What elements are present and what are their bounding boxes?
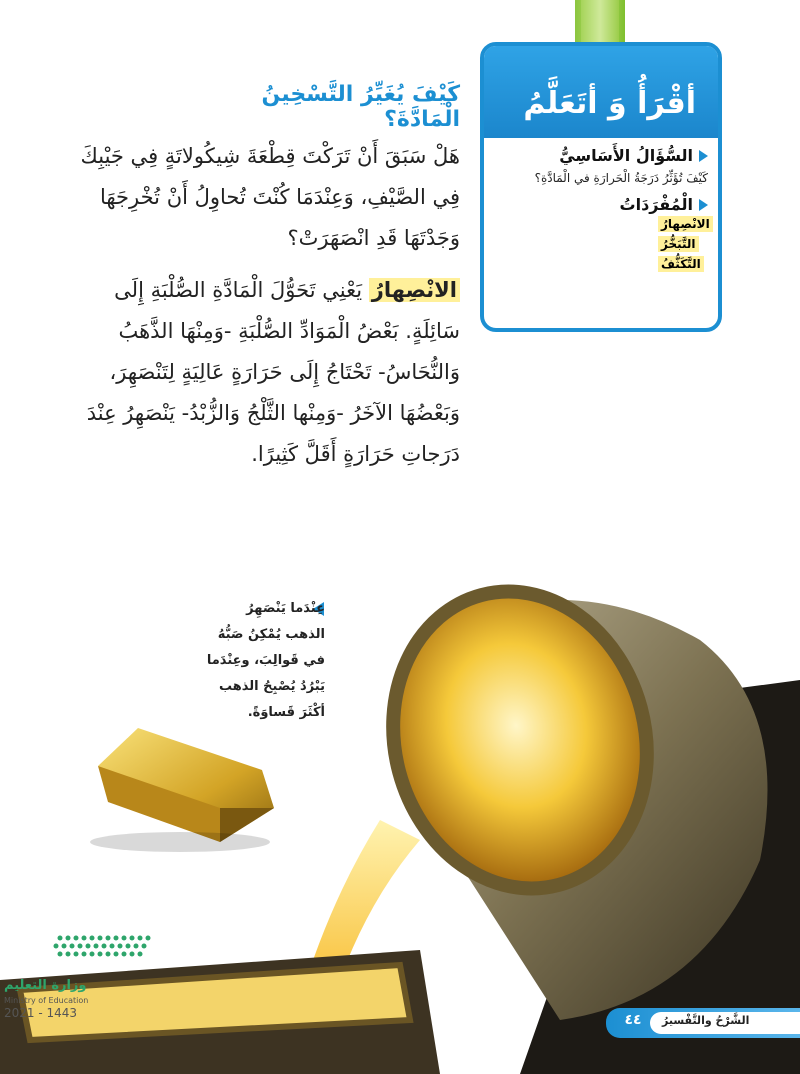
read-and-learn-box (480, 42, 722, 332)
vocabulary-term: الانْصِهارُ (658, 216, 713, 232)
essential-question-text: كَيْفَ تُؤَثِّرُ دَرَجَةُ الْحَرارَةِ في الْمَادَّةِ؟ (534, 171, 708, 185)
section-label: الشَّرْحُ والتَّفْسيرُ (662, 1014, 750, 1027)
page-number: ٤٤ (624, 1012, 642, 1028)
lesson-paragraph-1: هَلْ سَبَقَ أَنْ تَرَكْتَ قِطْعَةَ شِيكُولاتَةٍ فِي جَيْبِكَ فِي الصَّيْفِ، وَعِنْدَمَا كُنْتَ تُحاوِلُ أَنْ تُخْرِجَهَا وَجَدْتَهَا قَدِ انْصَهَرَتْ؟ (80, 144, 460, 250)
read-and-learn-header (484, 46, 718, 138)
triangle-bullet-icon (699, 150, 708, 162)
vocabulary-heading: الْمُفْرَدَاتُ (619, 195, 693, 214)
edition-year: 2021 - 1443 (4, 1006, 78, 1020)
triangle-bullet-icon (699, 199, 708, 211)
vocabulary-list (488, 214, 708, 274)
lesson-paragraph-2 (60, 270, 460, 475)
ministry-logo-subtext: Ministry of Education (4, 996, 89, 1005)
lesson-paragraph-2-text: يَعْنِي تَحَوُّلَ الْمَادَّةِ الصُّلْبَةِ إِلَى سَائِلَةٍ. بَعْضُ الْمَوَادِّ الصُّلْبَةِ -وَمِنْهَا الذَّهَبُ وَالنُّحَاسُ- تَحْتَاجُ إِلَى حَرَارَةٍ عَالِيَةٍ لِتَنْصَهِرَ، وَبَعْضُهَا الآخَرُ -وَمِنْها الثَّلْجُ وَالزُّبْدُ- يَنْصَهِرُ عِنْدَ دَرَجاتِ حَرَارَةٍ أَقَلَّ كَثِيرًا. (86, 278, 460, 466)
lesson-title: كَيْفَ يُغَيِّرُ التَّسْخِينُ الْمَادَّةَ؟ (261, 82, 460, 132)
vocabulary-term: التَّكَثُّفُ (658, 256, 704, 272)
essential-question-heading-row (488, 146, 708, 165)
photo-caption: عِنْدَما يَنْصَهِرُ الذهب يُمْكِنُ صَبُّهُ في قَوالِبَ، وعِنْدَما يَبْرُدُ يُصْبِحُ الذهب أكْثَرَ قَساوَةً. (206, 601, 325, 720)
read-and-learn-body (488, 146, 708, 274)
key-term-highlight: الانْصِهارُ (369, 278, 460, 302)
ministry-logo-text: وزارة التعليم (4, 978, 87, 993)
read-and-learn-title: أقْرَأُ وَ أتَعَلَّمُ (523, 86, 696, 121)
vocabulary-term: التَّبَخُّرُ (658, 236, 699, 252)
vocabulary-heading-row (488, 195, 708, 214)
essential-question-heading: السُّؤَالُ الأَسَاسِيُّ (559, 146, 693, 165)
